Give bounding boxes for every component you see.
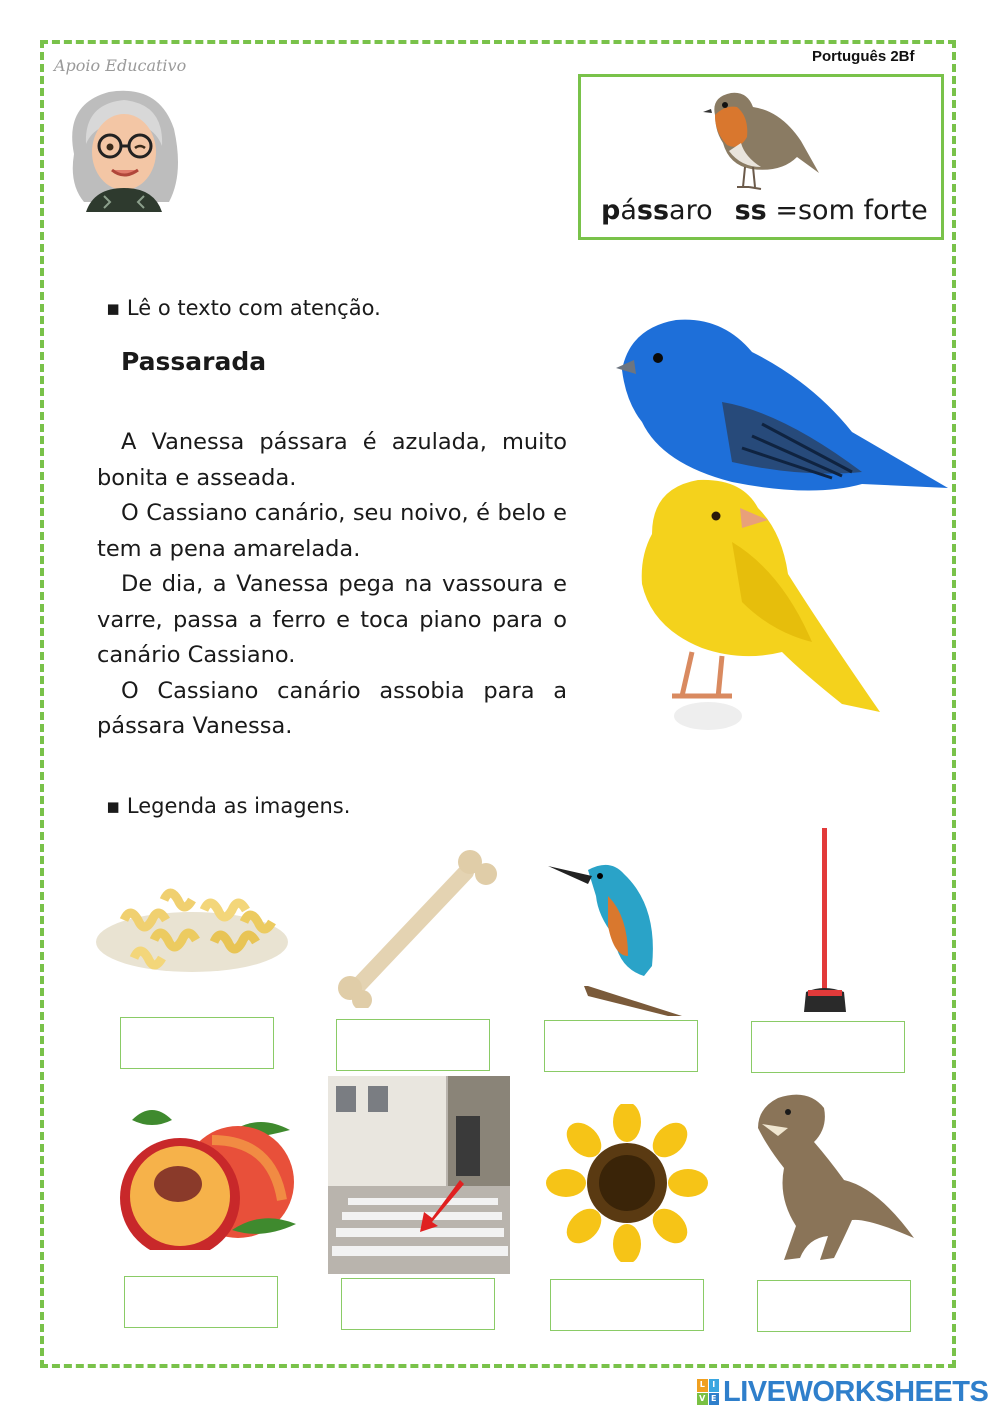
answer-box-7[interactable] bbox=[550, 1279, 704, 1331]
brand-signature: Apoio Educativo bbox=[54, 56, 187, 75]
word-rest: aro bbox=[669, 195, 713, 226]
story-paragraph: O Cassiano canário assobia para a pássara Vanessa. bbox=[97, 677, 567, 739]
answer-box-3[interactable] bbox=[544, 1020, 698, 1072]
dinosaur-icon bbox=[748, 1088, 914, 1270]
bone-icon bbox=[336, 848, 500, 1008]
word-letters-ss: ss bbox=[636, 195, 670, 226]
sunflower-icon bbox=[546, 1104, 708, 1262]
instruction-read: ▪ Lê o texto com atenção. bbox=[106, 296, 381, 320]
story-paragraph: A Vanessa pássara é azulada, muito bonita e asseada. bbox=[97, 429, 567, 491]
word-letter-a: á bbox=[620, 195, 637, 226]
answer-box-6[interactable] bbox=[341, 1278, 495, 1330]
answer-box-5[interactable] bbox=[124, 1276, 278, 1328]
blue-bird-and-canary-icon bbox=[612, 312, 952, 736]
word-letter-p: p bbox=[601, 195, 621, 226]
broom-icon bbox=[800, 828, 850, 1016]
answer-box-1[interactable] bbox=[120, 1017, 274, 1069]
crosswalk-icon bbox=[328, 1076, 510, 1274]
kingfisher-icon bbox=[548, 856, 682, 1016]
peach-icon bbox=[112, 1100, 298, 1250]
sound-rule-box bbox=[578, 74, 944, 240]
story-paragraph: De dia, a Vanessa pega na vassoura e varre, passa a ferro e toca piano para o canário Cassiano. bbox=[97, 571, 567, 668]
liveworksheets-mark-icon: L I V E bbox=[697, 1379, 719, 1405]
ss-label: ss bbox=[734, 195, 767, 226]
pasta-icon bbox=[94, 870, 290, 980]
story-paragraph: O Cassiano canário, seu noivo, é belo e tem a pena amarelada. bbox=[97, 500, 567, 562]
story-title: Passarada bbox=[121, 347, 267, 376]
liveworksheets-wordmark: LIVEWORKSHEETS bbox=[723, 1375, 989, 1408]
story-text bbox=[97, 425, 567, 745]
answer-box-4[interactable] bbox=[751, 1021, 905, 1073]
class-code: Português 2Bf bbox=[812, 48, 915, 65]
robin-icon bbox=[701, 81, 821, 199]
answer-box-2[interactable] bbox=[336, 1019, 490, 1071]
instruction-caption: ▪ Legenda as imagens. bbox=[106, 794, 351, 818]
sound-rule-line bbox=[601, 195, 928, 226]
liveworksheets-logo[interactable] bbox=[697, 1376, 988, 1408]
teacher-avatar-icon bbox=[64, 84, 184, 212]
sound-definition: =som forte bbox=[775, 195, 928, 226]
answer-box-8[interactable] bbox=[757, 1280, 911, 1332]
